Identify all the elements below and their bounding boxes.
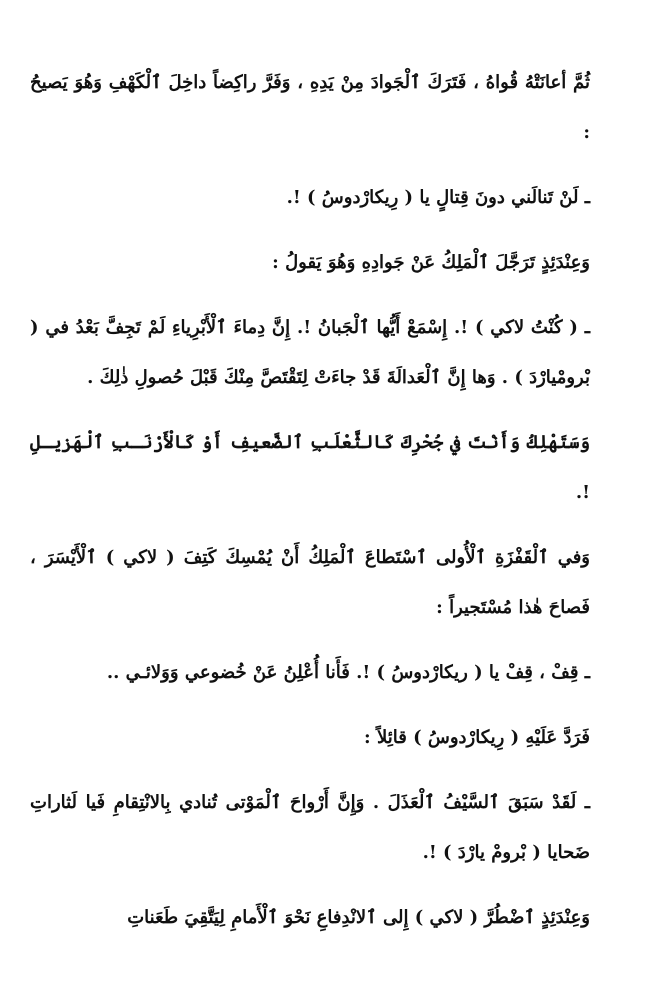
paragraph-3: وَعِنْدَئِذٍ تَرَجَّلَ ٱلْمَلِكُ عَنْ جَوادِهِ وَهُوَ يَقولُ : <box>272 252 590 273</box>
paragraph-10: وَعِنْدَئِذٍ ٱضْطُرَّ ( لاكي ) إِلى ٱلانْدِفاعِ نَحْوَ ٱلْأَمامِ لِيَتَّقِيَ طَعَناتِ <box>127 907 590 928</box>
paragraph-4: ـ ( كُنْتُ لاكي ) !. إِسْمَعْ أَيُّها ٱلْجَبانُ !. إِنَّ دِماءَ ٱلْأَبْرِياءِ لَمْ تَجِفَّ بَعْدُ في ( بْرومْيارْدَ ) . وَها إِنَّ ٱلْعَدالَةَ قَدْ جاءَتْ لِتَقْتَصَّ مِنْكَ قَبْلَ حُصولِ ذٰلِكَ . <box>30 317 590 388</box>
paragraph-6: وَفي ٱلْقَفْزَةِ ٱلْأُولى ٱسْتَطاعَ ٱلْمَلِكُ أَنْ يُمْسِكَ كَتِفَ ( لاكي ) ٱلْأَيْسَرَ ، فَصاحَ هٰذا مُسْتَجيراً : <box>30 547 590 618</box>
page-text <box>30 58 622 943</box>
paragraph-1: ثُمَّ أعانَتْهُ قُواهُ ، فَتَرَكَ ٱلْجَوادَ مِنْ يَدِهِ ، وَفَرَّ راكِضاً داخِلَ ٱلْكَهْفِ وَهُوَ يَصيحُ : <box>30 72 590 143</box>
paragraph-5: وَسَتَهْلِكُ وَأَنْتَ في جُحْرِكَ كَالثَّعْلَبِ ٱلضَّعيفِ أَوْ كَالْأَرْنَـبِ ٱلْهَزيـلِ !. <box>30 432 590 503</box>
paragraph-2: ـ لَنْ تَنالَني دونَ قِتالٍ يا ( رِيكارْدوسُ ) !. <box>286 187 590 208</box>
paragraph-9: ـ لَقَدْ سَبَقَ ٱلسَّيْفُ ٱلْعَذَلَ . وَإِنَّ أَرْواحَ ٱلْمَوْتى تُنادي بِالانْتِقامِ فَيا لَثاراتِ ضَحايا ( بْرومْ يارْدَ ) !. <box>30 792 590 863</box>
paragraph-7: ـ قِفْ ، قِفْ يا ( ريكارْدوسُ ) !. فَأَنا أُعْلِنُ عَنْ خُضوعي وَوَلائـي .. <box>106 662 590 683</box>
paragraph-8: فَرَدَّ عَلَيْهِ ( رِيكارْدوسُ ) قائِلاً : <box>364 727 590 748</box>
